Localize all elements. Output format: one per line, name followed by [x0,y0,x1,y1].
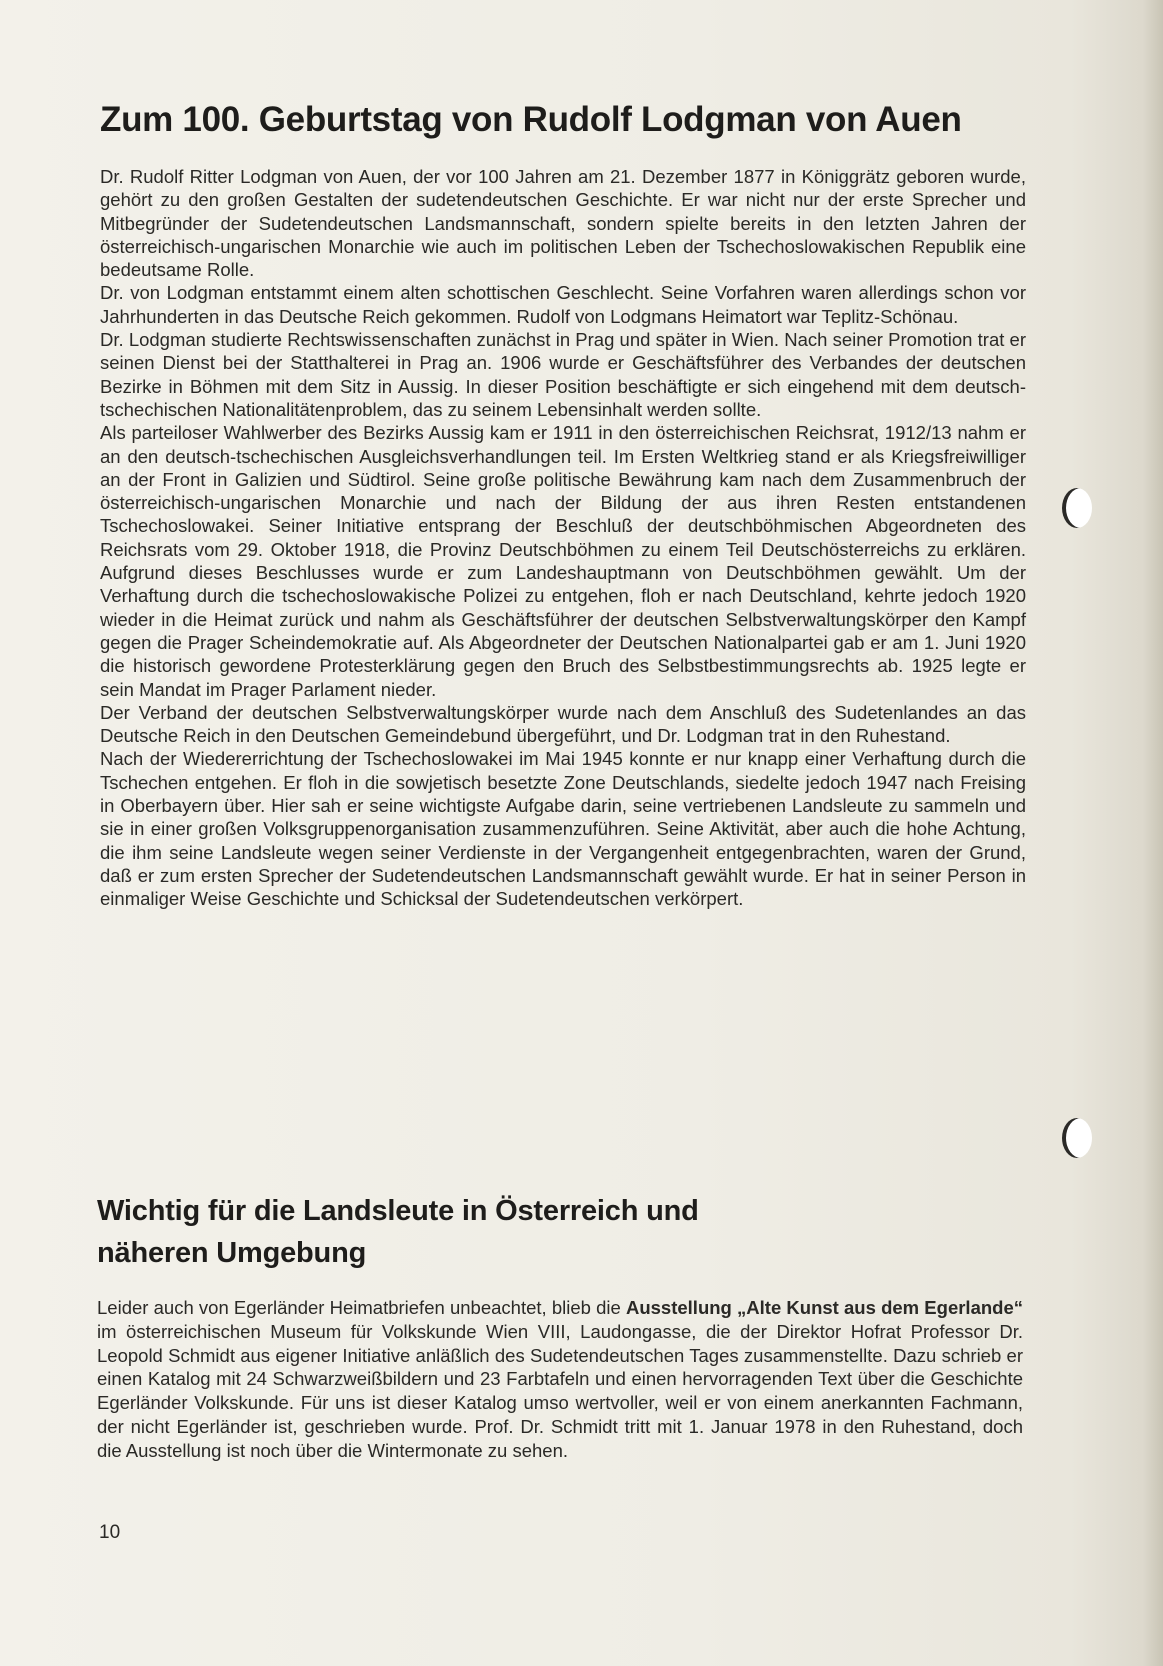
title-line-1: Wichtig für die Landsleute in Österreich und [97,1195,699,1227]
paragraph: Als parteiloser Wahlwerber des Bezirks Aussig kam er 1911 in den österreichischen Reichsrat, 1912/13 nahm er an den deutsch-tschechischen Ausgleichsverhandlungen teil. Im Ersten Weltkrieg stand er als Kriegsfreiwilliger an der Front in Galizien und Südtirol. Seine große politische Bewährung kam nach dem Zusammenbruch der österreichisch-ungarischen Monarchie und nach der Bildung der aus ihren Resten entstandenen Tschechoslowakei. Seiner Initiative entsprang der Beschluß der deutschböhmischen Abgeordneten des Reichsrats vom 29. Oktober 1918, die Provinz Deutschböhmen zu einem Teil Deutschösterreichs zu erklären. Aufgrund dieses Beschlusses wurde er zum Landeshauptmann von Deutschböhmen gewählt. Um der Verhaftung durch die tschechoslowakische Polizei zu entgehen, floh er nach Deutschland, kehrte jedoch 1920 wieder in die Heimat zurück und nahm als Geschäftsführer der deutschen Selbstverwaltungskörper den Kampf gegen die Prager Scheindemokratie auf. Als Abgeordneter der Deutschen Nationalpartei gab er am 1. Juni 1920 die historisch gewordene Protesterklärung gegen den Bruch des Selbstbestimmungsrechts ab. 1925 legte er sein Mandat im Prager Parlament nieder. [100,422,1026,700]
punch-hole-bottom [1062,1118,1092,1158]
article-title: Zum 100. Geburtstag von Rudolf Lodgman von Auen [100,100,962,139]
punch-hole-top [1062,488,1092,528]
paragraph: Der Verband der deutschen Selbstverwaltungskörper wurde nach dem Anschluß des Sudetenlandes an das Deutsche Reich in den Deutschen Gemeindebund übergeführt, und Dr. Lodgman trat in den Ruhestand. [100,701,1026,747]
paper-edge-shadow [1129,0,1163,1666]
paragraph: Dr. von Lodgman entstammt einem alten schottischen Geschlecht. Seine Vorfahren waren allerdings schon vor Jahrhunderten in das Deutsche Reich gekommen. Rudolf von Lodgmans Heimatort war Teplitz-Schönau. [100,282,1026,327]
article-body [100,165,1026,911]
paragraph: Dr. Rudolf Ritter Lodgman von Auen, der vor 100 Jahren am 21. Dezember 1877 in Königgrätz geboren wurde, gehört zu den großen Gestalten der sudetendeutschen Geschichte. Er war nicht nur der erste Sprecher und Mitbegründer der Sudetendeutschen Landsmannschaft, sondern spielte bereits in den letzten Jahren der österreichisch-ungarischen Monarchie wie auch im politischen Leben der Tschechoslowakischen Republik eine bedeutsame Rolle. [100,166,1026,281]
page-number: 10 [99,1522,121,1543]
paragraph: Dr. Lodgman studierte Rechtswissenschaften zunächst in Prag und später in Wien. Nach seiner Promotion trat er seinen Dienst bei der Statthalterei in Prag an. 1906 wurde er Geschäftsführer des Verbandes der deutschen Bezirke in Böhmen mit dem Sitz in Aussig. In dieser Position beschäftigte er sich eingehend mit dem deutsch-tschechischen Nationalitätenproblem, das zu seinem Lebensinhalt werden sollte. [100,329,1026,420]
article-body [97,1296,1023,1463]
article-exhibition [97,1190,1023,1463]
text-segment: im österreichischen Museum für Volkskunde Wien VIII, Laudongasse, die der Direktor Hofrat Professor Dr. Leopold Schmidt aus eigener Initiative anläßlich des Sudetendeutschen Tages zusammenstellte. Dazu schrieb er einen Katalog mit 24 Schwarzweißbildern und 23 Farbtafeln und einen hervorragenden Text über die Geschichte Egerländer Volkskunde. Für uns ist dieser Katalog umso wertvoller, weil er von einem anerkannten Fachmann, der nicht Egerländer ist, geschrieben wurde. Prof. Dr. Schmidt tritt mit 1. Januar 1978 in den Ruhestand, doch die Ausstellung ist noch über die Wintermonate zu sehen. [97,1320,1023,1461]
text-segment: Leider auch von Egerländer Heimatbriefen unbeachtet, blieb die [97,1297,626,1318]
article-lodgman [100,96,1026,911]
title-line-2: näheren Umgebung [97,1237,367,1269]
article-title [97,1190,1023,1274]
paragraph [97,1296,1023,1463]
paragraph: Nach der Wiedererrichtung der Tschechoslowakei im Mai 1945 konnte er nur knapp einer Verhaftung durch die Tschechen entgehen. Er floh in die sowjetisch besetzte Zone Deutschlands, siedelte jedoch 1947 nach Freising in Oberbayern über. Hier sah er seine wichtigste Aufgabe darin, seine vertriebenen Landsleute zu sammeln und sie in einer großen Volksgruppenorganisation zusammenzuführen. Seine Aktivität, aber auch die hohe Achtung, die ihm seine Landsleute wegen seiner Verdienste in der Vergangenheit entgegenbrachten, waren der Grund, daß er zum ersten Sprecher der Sudetendeutschen Landsmannschaft gewählt wurde. Er hat in seiner Person in einmaliger Weise Geschichte und Schicksal der Sudetendeutschen verkörpert. [100,748,1026,910]
exhibition-name: Ausstellung „Alte Kunst aus dem Egerlande“ [625,1297,1023,1318]
